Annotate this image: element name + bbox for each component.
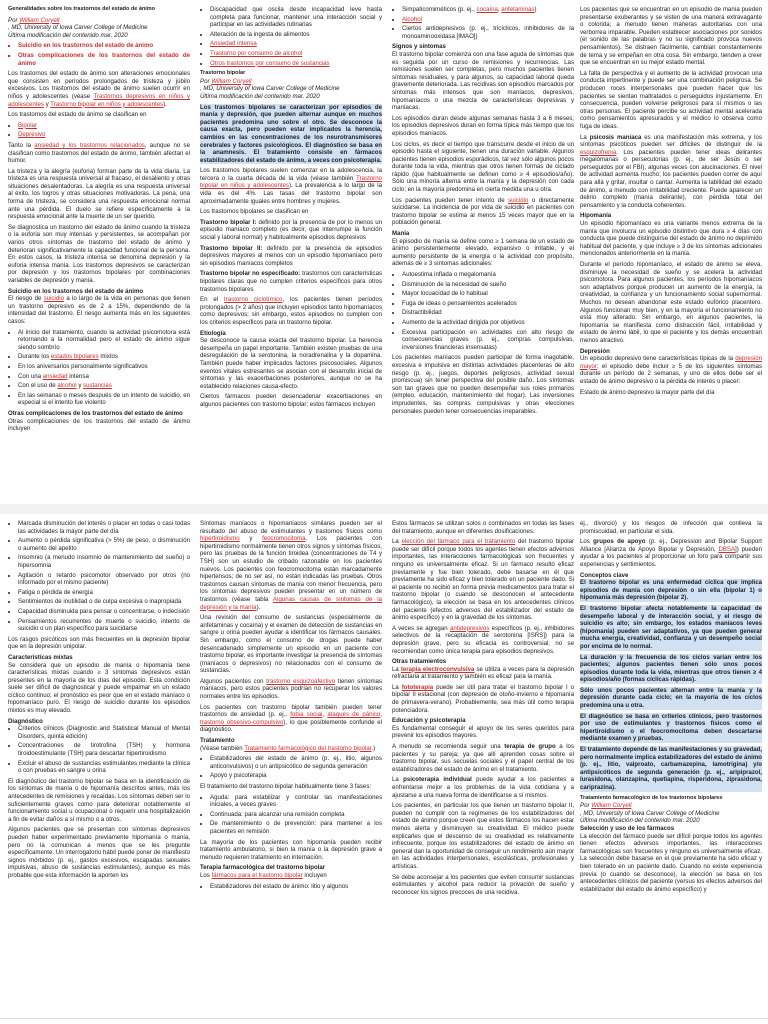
paragraph: Los grupos de apoyo (p. ej., Depression and Bipolar Support Alliance [Alianza de Apoyo Bipolar y Depresión, DBSA]) pueden ayudar a los pacientes al proporcionar un foro para compartir sus experiencias y sentimientos. bbox=[580, 538, 762, 568]
paragraph: Los ciclos, es decir el tiempo que transcurre desde el inicio de un episodio hasta el siguiente, tienen una duración variable. Algunos pacientes tienen episodios esporádicos, tal vez sólo algunos pocos durante toda la vida, mientras que otros tienen formas de ciclado rápido (que habitualmente se definen como ≥ 4 episodios/año). Sólo una minoría alterna entre la manía y la depresión con cada ciclo; en la mayoría predomina en cierta medida una u otra. bbox=[392, 140, 574, 194]
paragraph: Los pacientes maníacos pueden participar de forma inagotable, excesiva e impulsiva en distintas actividades placenteras de alto riesgo (p. ej., juegos, deportes peligrosos, actividad sexual promiscua) sin tener perspectiva del posible daño. Los síntomas son tan graves que no pueden desempeñar sus roles primarios (empleo, educación, mantenimiento del hogar). Las inversiones imprudentes, las compras compulsivas y otras elecciones personales pueden tener consecuencias irreparables. bbox=[392, 354, 574, 415]
paragraph: ej., divorcio) y los riesgos de infección que conlleva la promiscuidad, en particular el sida. bbox=[580, 520, 762, 535]
list-item: • Con una ansiedad intensa bbox=[18, 373, 190, 381]
key-point: El diagnóstico se basa en criterios clínicos, pero trastornos por uso de estimulantes y trastornos físicos como el hipertiroidismo o el feocromocitoma deben descartarse mediante examen y pruebas. bbox=[580, 712, 762, 743]
list-item: • Fatiga o pérdida de energía bbox=[18, 589, 190, 597]
paragraph: Los pacientes con trastorno bipolar también pueden tener trastornos de ansiedad (p. ej., fobia social, ataques de pánico, trastorno obsesivo-compulsivo), lo que posiblemente confunde el diagnóstico. bbox=[200, 703, 382, 734]
link[interactable]: Tratamiento farmacológico del trastorno bipolar bbox=[244, 744, 372, 752]
list-item: • Al inicio del tratamiento, cuando la actividad psicomotora está retornando a la normalidad pero el estado de ánimo sigue siendo sombrío bbox=[18, 329, 190, 352]
phases-list bbox=[200, 794, 382, 836]
author-affiliation: , MD, University of Iowa Carver College of Medicine bbox=[8, 24, 148, 32]
section-heading: Depresión bbox=[580, 347, 610, 355]
last-updated: Última modificación del contenido mar. 2020 bbox=[200, 92, 320, 100]
paragraph: Los pacientes pueden tener intento de suicidio o directamente suicidarse. La incidencia de por vida de suicidio en pacientes con trastorno bipolar se estima al menos 15 veces mayor que en la población general. bbox=[392, 196, 574, 227]
depressive-link[interactable]: Depresivo bbox=[18, 131, 46, 139]
paragraph: Trastorno bipolar I: definido por la presencia de por lo menos un episodio maníaco completo (es decir, que interrumpe la función social y laboral normal) y habitualmente episodios depresivos bbox=[200, 218, 382, 242]
list-item: • Aguda: para estabilizar y controlar las manifestaciones iniciales, a veces graves bbox=[210, 794, 382, 809]
paragraph: La psicoterapia individual puede ayudar a los pacientes a enfrentarse mejor a los problemas de la vida cotidiana y a ajustarse a una nueva forma de identificarse a sí mismos. bbox=[392, 776, 574, 799]
paragraph: La elección del fármaco puede ser difícil porque todos los agentes tienen efectos adversos importantes, las interacciones farmacológicas son frecuentes y ninguno es universalmente eficaz. La selección debe basarse en el que previamente ha sido eficaz y bien tolerado en un paciente dado. Cuando no existe experiencia previa (o cuando se desconoce), la elección se basa en los antecedentes clínicos del paciente (versus los efectos adversos del estabilizador del estado de ánimo específico) y bbox=[580, 832, 762, 893]
paragraph: (Véase también Tratamiento farmacológico del trastorno bipolar.) bbox=[200, 744, 376, 752]
bottom-column-1 bbox=[8, 520, 190, 1014]
link[interactable]: fototerapia bbox=[401, 683, 434, 691]
paragraph: Se considera que un episodio de manía o hipomanía tiene características mixtas cuando ≥ 3 síntomas depresivos están presentes en la mayoría de los días del episodio. Esta condición suele ser difícil de diagnosticar y puede empalmar en un estado cíclico continuo; el pronóstico es peor que en el estado maníaco o hipomaníaco puro. El riesgo de suicidio durante los episodios mixtos es muy elevado. bbox=[8, 661, 190, 715]
link[interactable]: Trastorno por consumo de alcohol bbox=[210, 49, 303, 57]
classification-list bbox=[8, 122, 190, 139]
list-item: • Estabilizadores del estado de ánimo (p. ej., litio, algunos anticonvulsivos) o un antipsicótico de segunda generación bbox=[210, 755, 382, 770]
last-updated: Última modificación del contenido mar. 2020 bbox=[580, 817, 700, 825]
paragraph: A menudo se recomienda seguir una terapia de grupo a los pacientes y su pareja; ya que allí aprenden cosas sobre el trastorno bipolar, sus secuelas sociales y el papel central de los estabilizadores del estado de ánimo en el tratamiento. bbox=[392, 743, 574, 773]
top-column-1 bbox=[8, 6, 190, 500]
section-heading: Hipomanía bbox=[580, 212, 612, 220]
section-heading: Selección y uso de los fármacos bbox=[580, 824, 675, 832]
author-link[interactable]: William Coryell bbox=[19, 16, 60, 24]
paragraph: Un episodio depresivo tiene características típicas de la depresión mayor; el episodio debe incluir ≥ 5 de los siguientes síntomas durante un período de 2 semanas, y uno de ellos debe ser el estado de ánimo depresivo o la pérdida de interés o placer: bbox=[580, 355, 762, 385]
link[interactable]: esquizofrenia bbox=[580, 148, 617, 156]
paragraph: Estado de ánimo depresivo la mayor parte del día bbox=[580, 388, 715, 396]
paragraph: Algunos pacientes con trastorno esquizoafectivo tienen síntomas maníacos, pero estos pacientes podrían no recuperar los valores normales entre los episodios. bbox=[200, 677, 382, 701]
link[interactable]: trastorno esquizoafectivo bbox=[266, 677, 336, 685]
author-link[interactable]: William Coryell bbox=[211, 77, 252, 85]
paragraph: La fototerapia puede ser útil para tratar el trastorno bipolar I o bipolar II estacional (con depresión de otoño-invierno e hipomanía de primavera-verano). Probablemente, sea más útil como terapia potenciadora. bbox=[392, 683, 574, 714]
link[interactable]: DBSA bbox=[718, 545, 736, 553]
list-item: • Excluir el abuso de sustancias estimulantes mediante la clínica o con pruebas en sangre u orina bbox=[18, 760, 190, 775]
section-heading: Educación y psicoterapia bbox=[392, 717, 466, 725]
paragraph: La psicosis maníaca es una manifestación más extrema, y los síntomas psicóticos pueden ser difíciles de distinguir de la esquizofrenia. Los pacientes pueden tener ideas delirantes megalómanas o persecutorias (p. ej., de ser Jesús o ser perseguidos por el FBI), algunas veces con alucinaciones. El nivel de actividad aumenta mucho; los pacientes pueden correr de aquí para allá y gritar, insultar o cantar. Aumenta la labilidad del estado de ánimo, a menudo con irritabilidad creciente. Puede aparecer un delirio completo (manía delirante), con pérdida total del pensamiento y la conducta coherentes. bbox=[580, 133, 762, 209]
paragraph: Los rasgos psicóticos son más frecuentes en la depresión bipolar que en la depresión unipolar. bbox=[8, 635, 190, 651]
paragraph: Los trastornos bipolares suelen comenzar en la adolescencia, la tercera o la cuarta década de la vida (véase también Trastorno bipolar en niños y adolescentes). La prevalencia a lo largo de la vida es del 4%. Las tasas del trastorno bipolar son aproximadamente iguales entre hombres y mujeres. bbox=[200, 167, 382, 205]
list-item: • Autoestima inflada o megalomanía bbox=[402, 271, 574, 279]
paragraph: En el trastorno ciclotímico, los pacientes tienen períodos prolongados (> 2 años) que incluyen episodios tanto hipomaníacos como depresivos; sin embargo, estos episodios no cumplen con los criterios específicos para un trastorno bipolar. bbox=[200, 296, 382, 326]
paragraph: La terapia electroconvulsiva se utiliza a veces para la depresión refractaria al tratamiento y también es eficaz para la manía. bbox=[392, 665, 574, 681]
drug-classes-list bbox=[200, 883, 382, 891]
paragraph: Durante el período hipomaníaco, el estado de ánimo se eleva, disminuye la necesidad de sueño y se acelera la actividad psicomotora. Para algunos pacientes, los períodos hipomaníacos son adaptativos porque producen un aumento de la energía, la creatividad, la confianza y un funcionamiento social supernormal. Muchos no desean abandonar este estado eufórico placentero. Algunos funcionan muy bien, y en la mayoría el funcionamiento no está muy alterado. Sin embargo, en algunos pacientes, la hipomanía se manifiesta como distracción fácil, irritabilidad y estado de ánimo lábil, lo que el paciente y los demás encuentran menos atractivo. bbox=[580, 261, 762, 344]
paragraph: El episodio de manía se define como ≥ 1 semana de un estado de ánimo persistentemente elevado, expansivo o irritable, y el aumento persistente de la energía o la actividad con propósito, además de ≥ 3 síntomas adicionales: bbox=[392, 237, 574, 268]
complications-list bbox=[200, 6, 382, 67]
drugs-list bbox=[392, 6, 574, 40]
bottom-column-2 bbox=[200, 520, 382, 1014]
paragraph: Se desconoce la causa exacta del trastorno bipolar. La herencia desempeña un papel importante. También existen pruebas de una desregulación de la serotonina, la noradrenalina y la dopamina. También puede haber implicados factores psicosociales. Algunos eventos vitales estresantes se asocian con el desarrollo inicial de síntomas y las exacerbaciones posteriores, aunque no se ha establecido relaciones causa-efecto. bbox=[200, 337, 382, 390]
list-item bbox=[210, 50, 382, 58]
paragraph: A veces se agregan antidepresivos específicos (p. ej., inhibidores selectivos de la recaptación de serotonina [ISRS]) para la depresión grave, pero su eficacia es controversial; no se recomiendan como única terapia para episodios depresivos. bbox=[392, 624, 574, 655]
list-item: • Excesiva participación en actividades con alto riesgo de consecuencias graves (p. ej., compras compulsivas, inversiones financieras insensatas) bbox=[402, 329, 574, 352]
paragraph: El diagnóstico del trastorno bipolar se basa en la identificación de los síntomas de manía o de hipomanía descritos antes, más los antecedentes de remisiones y recaídas. Los síntomas deben ser lo suficientemente graves como para deteriorar notablemente el funcionamiento social u ocupacional o requerir una hospitalización a fin de evitar daños a sí mismo o a otros. bbox=[8, 777, 190, 823]
link[interactable]: Alcohol bbox=[402, 15, 422, 23]
bottom-column-3 bbox=[392, 520, 574, 1014]
list-item: • Insomnio (a menudo insomnio de mantenimiento del sueño) o hipersomnia bbox=[18, 554, 190, 569]
paragraph: Una revisión del consumo de sustancias (especialmente de anfetaminas y cocaína) y el examen de detección de sustancias en sangre u orina pueden ayudar a identificar los fármacos causales. Sin embargo, como el consumo de drogas puede haber desencadenado simplemente un episodio en un paciente con trastorno bipolar, es importante investigar la presencia de síntomas (maníacos o depresivos) no relacionados con el consumo de sustancias. bbox=[200, 614, 382, 675]
paragraph: El riesgo de suicidio a lo largo de la vida en personas que tienen un trastorno depresivo es de 2 a 15%, dependiendo de la intensidad del trastorno. El riesgo aumenta más en los siguientes casos: bbox=[8, 295, 190, 325]
toc-list bbox=[8, 42, 190, 67]
paragraph: Los pacientes que se encuentran en un episodio de manía pueden presentarse exuberantes y se visten de una manera extravagante o colorida; a menudo tienen maneras autoritarias con una verborrea imparable. Pueden establecer asociaciones por sonidos (el sonido de las palabras y no su significado provoca nuevos pensamientos). Se distraen fácilmente, cambian constantemente de tema y se empeñan en otra cosa. Sin embargo, tienden a creer que se encuentran en su mejor estado mental. bbox=[580, 6, 762, 67]
section-heading: Manía bbox=[392, 230, 410, 238]
diagnosis-list bbox=[8, 725, 190, 775]
list-item: • Apoyo y psicoterapia bbox=[210, 772, 382, 780]
link[interactable]: trastorno ciclotímico bbox=[224, 296, 283, 304]
paragraph: Los pacientes, en particular los que tienen un trastorno bipolar II, pueden no cumplir con la regímenes de los estabilizadores del estado de ánimo porque creen que estos fármacos los hacen estar menos alerta y disminuyen su creatividad. El médico puede explicarles que el descenso de su creatividad es relativamente infrecuente, porque los estabilizadores del estado de ánimo en general dan la oportunidad de conseguir un rendimiento aún mayor en las actividades interpersonales, escolásticas, profesionales y artísticas. bbox=[392, 802, 574, 870]
list-item: • Sentimientos de inutilidad o de culpa excesiva o inapropiada bbox=[18, 598, 190, 606]
section-heading: Características mixtas bbox=[8, 653, 73, 661]
link[interactable]: trastorno obsesivo-compulsivo bbox=[200, 718, 284, 726]
author-line: Por William Coryell bbox=[580, 802, 632, 810]
link[interactable]: depresión mayor bbox=[580, 355, 762, 370]
section-heading: Tratamiento bbox=[200, 737, 235, 745]
list-item: • Ciertos antidepresivos (p. ej., tricíclicos, inhibidores de la monoaminooxidasa [IMAO]) bbox=[402, 25, 574, 40]
list-item: • Estabilizadores del estado de ánimo: litio y algunos bbox=[210, 883, 382, 891]
list-item: • De mantenimiento o de prevención: para mantener a los pacientes en remisión bbox=[210, 820, 382, 835]
paragraph: Se diagnostica un trastorno del estado de ánimo cuando la tristeza o la euforia son muy intensas y persistentes, se acompañan por varios otros síntomas de trastorno del estado de ánimo y deterioran significativamente la capacidad funcional de la persona. En estos casos, la tristeza intensa se denomina depresión y la euforia intensa manía. Los trastornos depresivos se caracterizan por depresión y los trastornos bipolares por combinaciones variables de depresión y manía. bbox=[8, 223, 190, 284]
paragraph: Ciertos fármacos pueden desencadenar exacerbaciones en algunos pacientes con trastorno bipolar; estos fármacos incluyen bbox=[200, 393, 382, 408]
paragraph: Otras complicaciones de los trastornos del estado de ánimo incluyen bbox=[8, 417, 190, 433]
paragraph: Un episodio hipomaníaco es una variante menos extrema de la manía que involucra un episodio distintivo que dura ≥ 4 días con conducta que puede distinguirse del estado de ánimo no deprimido habitual del paciente, y que incluye ≥ 3 de los síntomas adicionales mencionados anteriormente en la manía. bbox=[580, 220, 762, 258]
author-line: Por William Coryell bbox=[200, 77, 252, 85]
paragraph: Es fundamental conseguir el apoyo de los seres queridos para prevenir los episodios mayores. bbox=[392, 724, 574, 740]
list-item: • Alteración de la ingesta de alimentos bbox=[210, 31, 382, 39]
link[interactable]: feocromocitoma bbox=[262, 535, 306, 543]
list-item: • Fuga de ideas o pensamientos acelerados bbox=[402, 300, 574, 308]
list-item: • En los aniversarios personalmente significativos bbox=[18, 363, 190, 371]
list-item: • Simpaticomiméticos (p. ej., cocaína, anfetaminas) bbox=[402, 6, 574, 14]
list-item: • Continuada: para alcanzar una remisión completa bbox=[210, 811, 382, 819]
link[interactable]: elección del fármaco para el tratamiento bbox=[401, 538, 516, 546]
article-title: Trastorno bipolar bbox=[200, 70, 246, 77]
paragraph: Síntomas maníacos o hipomaníacos similares pueden ser el resultado del abuso de estimulantes y trastornos físicos como hipertiroidismo y feocromocitoma. Los pacientes con hipertiroidismo normalmente tienen otros signos y síntomas físicos, pero las pruebas de la función tiroidea (concentraciones de T4 y TSH) son un estudio de cribado razonable en los pacientes nuevos. Los pacientes con feocromocitoma están marcadamente hipertensos; de no ser así, no están indicadas las pruebas. Otros trastornos causan síntomas de manía con menor frecuencia, pero los síntomas depresivos pueden presentar en un número de trastornos (véase tabla Algunas causas de síntomas de la depresión y la manía). bbox=[200, 520, 382, 611]
list-item: • Pensamientos recurrentes de muerte o suicidio, intento de suicidio o un plan específico para suicidarse bbox=[18, 618, 190, 633]
section-heading: Conceptos clave bbox=[580, 571, 629, 579]
paragraph: Trastorno bipolar no especificado: trastornos con características bipolares claras que no cumplen criterios específicos para otros trastornos bipolares bbox=[200, 270, 382, 293]
list-item: • Concentraciones de tirotrofina (TSH) y hormona tiroidoestimulante (TSH) para descartar hipertiroidismo bbox=[18, 742, 190, 757]
paragraph: La falta de perspectiva y el aumento de la actividad provocan una conducta impertinente y puede ser una combinación peligrosa. Se producen roces interpersonales que pueden hacer que los pacientes se sientan maltratados o perseguidos injustamente. En consecuencia, pueden volverse peligrosos para sí mismos o las otras personas. El paciente percibe su actividad mental acelerada como pensamientos apresurados y el médico lo observa como fuga de ideas. bbox=[580, 69, 762, 130]
list-item bbox=[402, 16, 574, 24]
paragraph: La tristeza y la alegría (euforia) forman parte de la vida diaria. La tristeza es una respuesta universal al fracaso, el desaliento y otras situaciones desalentadoras. La alegría es una respuesta universal al éxito, los logros y otras situaciones motivadoras. La pena, una forma de tristeza, se considera una respuesta emocional normal ante una pérdida. El duelo se refiere específicamente a la respuesta emocional ante la muerte de un ser querido. bbox=[8, 167, 190, 221]
top-column-2 bbox=[200, 6, 382, 500]
paragraph: Los trastornos del estado de ánimo son alteraciones emocionales que consisten en períodos prolongados de tristeza y júbilo excesivos. Los trastornos del estado de ánimo suelen ocurrir en niños y adolescentes (véase Trastornos depresivos en niños y adolescentes y Trastorno bipolar en niños y adolescentes). bbox=[8, 70, 190, 108]
risk-list bbox=[8, 329, 190, 407]
top-column-4 bbox=[580, 6, 762, 500]
last-updated: Última modificación del contenido mar. 2020 bbox=[8, 31, 128, 39]
author-line: Por William Coryell bbox=[8, 16, 60, 24]
list-item: • Agitación o retardo psicomotor observado por otros (no informado por el mismo paciente) bbox=[18, 572, 190, 587]
paragraph: Los episodios duran desde algunas semanas hasta 3 a 6 meses; los episodios depresivos duran en forma típica más tiempo que los episodios maníacos. bbox=[392, 114, 574, 137]
link[interactable]: suicidio bbox=[508, 196, 529, 204]
list-item: • Con el uso de alcohol y sustancias bbox=[18, 382, 190, 390]
page-separator bbox=[0, 504, 768, 514]
treatment-list bbox=[200, 755, 382, 780]
list-item bbox=[210, 40, 382, 48]
link[interactable]: anfetaminas bbox=[501, 6, 535, 13]
paragraph: Trastorno bipolar II: definido por la presencia de episodios depresivos mayores al menos con un episodio hipomaníaco pero sin episodios maníacos completos bbox=[200, 244, 382, 267]
depression-symptoms-list bbox=[8, 520, 190, 633]
key-point: El trastorno bipolar es una enfermedad cíclica que implica episodios de manía con depresión o sin ella (bipolar 1) o hipomanía más depresión (bipolar 2). bbox=[580, 579, 762, 602]
bottom-document-panel bbox=[0, 514, 768, 1019]
author-affiliation: , MD, University of Iowa Carver College of Medicine bbox=[200, 85, 340, 93]
link[interactable]: Trastorno bipolar en niños y adolescentes bbox=[50, 100, 164, 108]
list-item: • Distractibilidad bbox=[402, 309, 574, 317]
paragraph: El tratamiento del trastorno bipolar habitualmente tiene 3 fases: bbox=[200, 783, 372, 790]
paragraph: Los trastornos del estado de ánimo se clasifican en bbox=[8, 111, 147, 119]
paragraph: Algunos pacientes que se presentan con síntomas depresivos pueden haber experimentado previamente hipomanía o manía, pero no la comunican a menos que se les pregunte específicamente. Un interrogatorio hábil puede poner de manifiesto signos mórbidos (p. ej., gastos excesivos, escapadas sexuales impulsivas, abuso de sustancias estimulantes), aunque es más probable que esta información la aporten los bbox=[8, 826, 190, 879]
list-item: • Marcada disminución del interés o placer en todas o casi todas las actividades la mayor parte del día bbox=[18, 520, 190, 535]
link[interactable]: alcohol bbox=[57, 382, 77, 390]
link[interactable]: ansiedad y los trastornos relacionados bbox=[34, 141, 145, 149]
section-heading: Otras complicaciones de los trastornos del estado de ánimo bbox=[8, 409, 183, 417]
list-item: • Aumento de la actividad dirigida por objetivos bbox=[402, 319, 574, 327]
paragraph: Los trastornos bipolares se clasifican en bbox=[200, 208, 309, 216]
bottom-column-4 bbox=[580, 520, 762, 1014]
link[interactable]: Algunas causas de síntomas de la depresión y la manía bbox=[200, 595, 382, 611]
link[interactable]: cocaína bbox=[476, 6, 498, 13]
paragraph: Estos fármacos se utilizan solos o combinados en todas las fases del tratamiento, aunque en diferentes dosificaciones. bbox=[392, 520, 574, 535]
key-point: La duración y la frecuencia de los ciclos varían entre los pacientes; algunos pacientes tienen sólo unos pocos episodios durante toda la vida, mientras que otros tienen ≥ 4 episodios/año (formas cíclicas rápidas). bbox=[580, 653, 762, 684]
link[interactable]: Trastorno bipolar en niños y adolescentes bbox=[200, 174, 382, 190]
toc-complications[interactable]: ▪ Otras complicaciones de los trastornos del estado de ánimo bbox=[18, 52, 190, 67]
link[interactable]: hipertiroidismo bbox=[200, 535, 240, 543]
link[interactable]: fobia social bbox=[290, 711, 323, 719]
paragraph: La elección del fármaco para el tratamiento del trastorno bipolar puede ser difícil porque todos los agentes tienen efectos adversos importantes, las interacciones farmacológicas son frecuentes y ninguno es universalmente eficaz. Si un fármaco resultó eficaz previamente y fue bien tolerado, debe basarse en él que previamente ha sido eficaz y bien tolerado en un paciente dado. Si el paciente no recibió en forma previa medicamentos para tratar el trastorno bipolar (o cuando se desconocen el antecedente farmacológico), la elección se basa en los antecedentes clínicos del paciente (efectos adversos del estabilizador del estado de ánimo específico) y en la gravedad de los síntomas. bbox=[392, 538, 574, 622]
author-link[interactable]: William Coryell bbox=[591, 802, 632, 810]
section-heading: Terapia farmacológica del trastorno bipolar bbox=[200, 864, 326, 872]
paragraph: Se debe aconsejar a los pacientes que eviten consumir sustancias estimulantes y alcohol para reducir la privación de sueño y reconocer los signos precoces de una recidiva. bbox=[392, 873, 574, 896]
list-item: • En las semanas o meses después de un intento de suicidio, en especial si el intento fue violento bbox=[18, 392, 190, 407]
paragraph: El trastorno bipolar comienza con una fase aguda de síntomas que es seguida por un curso de remisiones y recurrencias. Las remisiones suelen ser completas, pero muchos pacientes tienen síntomas residuales, y para algunos, su capacidad laboral queda gravemente deteriorada. Las recidivas son episodios marcados por síntomas más intensos que son maníacos, depresivos, hipomaníacos o una mezcla de características depresivas y maníacas. bbox=[392, 50, 574, 112]
list-item: • Durante los estados bipolares mixtos bbox=[18, 353, 190, 361]
key-point: El tratamiento depende de las manifestaciones y su gravedad, pero normalmente implica estabilizadores del estado de ánimo (p. ej., litio, valproato, carbamazepina, lamotrigina) y/o antipsicóticos de segunda generación (p. ej., aripiprazol, lurasidona, olanzapina, quetiapina, risperidona, ziprasidona, cariprazina). bbox=[580, 746, 762, 791]
link[interactable]: sustancias bbox=[83, 382, 112, 390]
list-item: • Criterios clínicos (Diagnostic and Statistical Manual of Mental Disorders, quinta edición) bbox=[18, 725, 190, 740]
section-heading: Signos y síntomas bbox=[392, 43, 446, 51]
bipolar-link[interactable]: Bipolar bbox=[18, 121, 37, 129]
toc-suicide[interactable]: ▪ Suicidio en los trastornos del estado de ánimo bbox=[18, 42, 190, 50]
top-column-3 bbox=[392, 6, 574, 500]
link[interactable]: antidepresivos bbox=[449, 624, 490, 632]
link[interactable]: suicidio bbox=[43, 295, 65, 303]
paragraph: La mayoría de los pacientes con hipomanía pueden recibir tratamiento ambulatorio, si bien la manía o la depresión grave a menudo requieren tratamiento en internación. bbox=[200, 838, 382, 861]
list-item bbox=[210, 60, 382, 68]
highlighted-summary: Los trastornos bipolares se caracterizan por episodios de manía y depresión, que pueden alternar aunque en muchos pacientes predomina uno sobre el otro. Se desconoce la causa exacta, pero pueden estar implicados la herencia, cambios en las concentraciones de los neurotransmisores cerebrales y factores psicológicos. El diagnóstico se basa en la anamnesis. El tratamiento consiste en fármacos estabilizadores del estado de ánimo, a veces con psicoterapia. bbox=[200, 103, 382, 164]
list-item: • Capacidad disminuida para pensar o concentrarse, o indecisión bbox=[18, 608, 190, 616]
section-heading: Etiología bbox=[200, 329, 226, 337]
link[interactable]: fármacos para el trastorno bipolar bbox=[211, 871, 303, 879]
section-heading: Suicidio en los trastornos del estado de ánimo bbox=[8, 287, 144, 295]
section-heading: Otras tratamientos bbox=[392, 658, 447, 666]
list-item: • Mayor locuacidad de lo habitual bbox=[402, 290, 574, 298]
link[interactable]: Ansiedad intensa bbox=[210, 40, 257, 48]
top-document-panel bbox=[0, 0, 768, 505]
list-item: • Disminución de la necesidad de sueño bbox=[402, 281, 574, 289]
key-point: El trastorno bipolar afecta notablemente la capacidad de desempeño laboral y de interacción social, y el riesgo de suicidio es alto; sin embargo, los estados maníacos leves (hipomanía) pueden ser adaptativos, ya que pueden generar mucha energía, creatividad, confianza y un desempeño social por encima de lo normal. bbox=[580, 604, 762, 650]
link[interactable]: Trastornos depresivos en niños y adolescentes bbox=[8, 92, 190, 108]
paragraph: Los fármacos para el trastorno bipolar incluyen bbox=[200, 871, 327, 879]
author-affiliation: , MD, University of Iowa Carver College of Medicine bbox=[580, 809, 720, 817]
article-title: Generalidades sobre los trastornos del estado de ánimo bbox=[8, 6, 156, 12]
section-heading: Diagnóstico bbox=[8, 717, 43, 725]
link[interactable]: ansiedad bbox=[42, 372, 68, 380]
mania-symptoms-list bbox=[392, 271, 574, 351]
paragraph: Tanto la ansiedad y los trastornos relacionados, aunque no se clasifican como trastornos del estado de ánimo, también afectan el humor. bbox=[8, 141, 190, 165]
key-point: Sólo unos pocos pacientes alternan entre la manía y la depresión durante cada ciclo; en la mayoría de los ciclos predomina una u otra. bbox=[580, 686, 762, 710]
list-item: • Aumento o pérdida significativa (> 5%) de peso, o disminución o aumento del apetito bbox=[18, 537, 190, 552]
link[interactable]: terapia electroconvulsiva bbox=[400, 665, 475, 673]
list-item: • Discapacidad que oscila desde incapacidad leve hasta completa para funcionar, mantener una interacción social y participar en las actividades rutinarias bbox=[210, 6, 382, 29]
link[interactable]: estados bipolares bbox=[50, 353, 99, 361]
link[interactable]: Otros trastornos por consumo de sustancias bbox=[210, 59, 330, 67]
article-title: Tratamiento farmacológico de los trastornos bipolares bbox=[580, 794, 723, 801]
link[interactable]: ataques de pánico bbox=[327, 711, 381, 719]
